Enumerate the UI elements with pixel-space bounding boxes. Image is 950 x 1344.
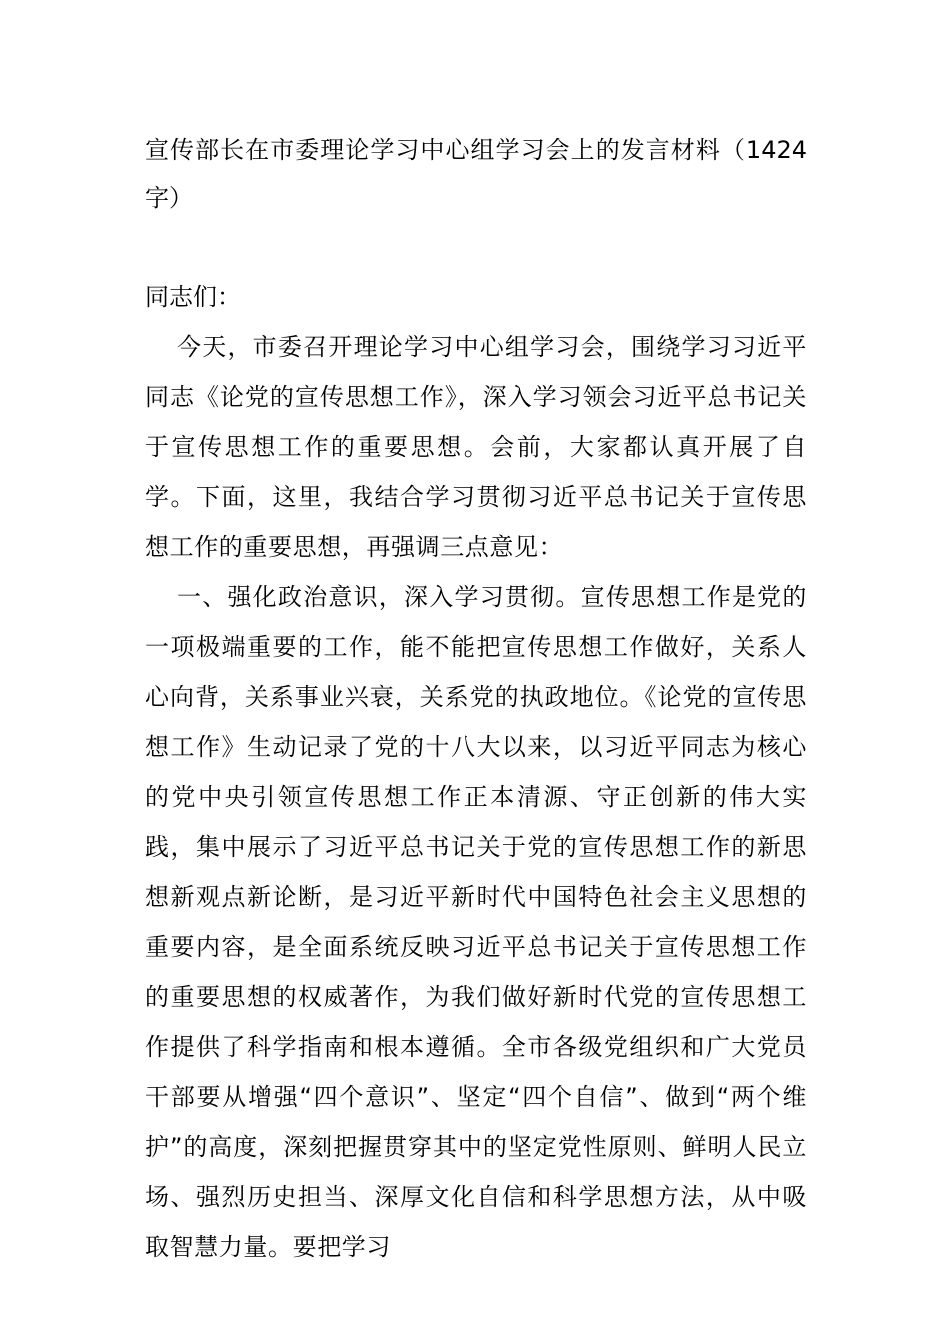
paragraph-point-one: 一、强化政治意识，深入学习贯彻。宣传思想工作是党的一项极端重要的工作，能不能把宣传思想工作做好，关系人心向背，关系事业兴衰，关系党的执政地位。《论党的宣传思想工作》生动记录了党的十八大以来，以习近平同志为核心的党中央引领宣传思想工作正本清源、守正创新的伟大实践，集中展示了习近平总书记关于党的宣传思想工作的新思想新观点新论断，是习近平新时代中国特色社会主义思想的重要内容，是全面系统反映习近平总书记关于宣传思想工作的重要思想的权威著作，为我们做好新时代党的宣传思想工作提供了科学指南和根本遵循。全市各级党组织和广大党员干部要从增强“四个意识”、坚定“四个自信”、做到“两个维护”的高度，深刻把握贯穿其中的坚定党性原则、鲜明人民立场、强烈历史担当、深厚文化自信和科学思想方法，从中吸取智慧力量。要把学习 — [145, 583, 807, 1261]
document-body — [145, 126, 807, 1272]
salutation: 同志们： — [145, 283, 241, 311]
document-title: 宣传部长在市委理论学习中心组学习会上的发言材料（1424字） — [145, 136, 807, 212]
paragraph-intro: 今天，市委召开理论学习中心组学习会，围绕学习习近平同志《论党的宣传思想工作》，深入学习领会习近平总书记关于宣传思想工作的重要思想。会前，大家都认真开展了自学。下面，这里，我结合学习贯彻习近平总书记关于宣传思想工作的重要思想，再强调三点意见： — [145, 333, 807, 561]
title-spacer — [145, 222, 807, 272]
